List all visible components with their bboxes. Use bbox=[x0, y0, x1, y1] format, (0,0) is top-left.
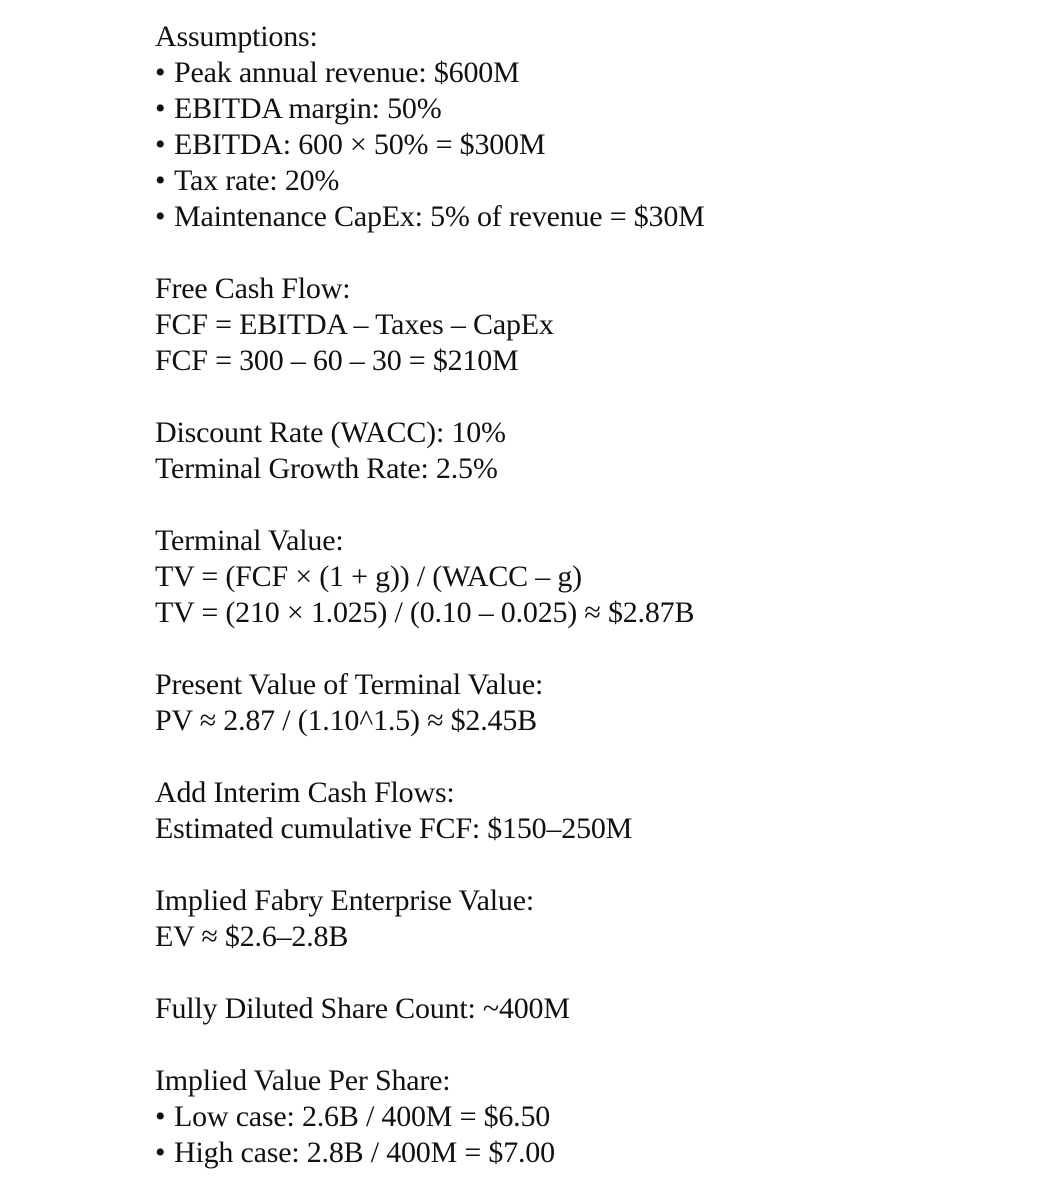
present-value-heading: Present Value of Terminal Value: bbox=[155, 668, 544, 701]
enterprise-value-heading: Implied Fabry Enterprise Value: bbox=[155, 884, 534, 917]
section-gap bbox=[155, 235, 1035, 271]
bullet-icon: • bbox=[155, 128, 166, 161]
assumption-item bbox=[155, 127, 1035, 163]
bullet-icon: • bbox=[155, 1136, 166, 1169]
assumption-text: Maintenance CapEx: 5% of revenue = $30M bbox=[174, 200, 705, 233]
bullet-icon: • bbox=[155, 92, 166, 125]
section-gap bbox=[155, 739, 1035, 775]
share-count-text: Fully Diluted Share Count: ~400M bbox=[155, 992, 570, 1025]
assumption-text: EBITDA: 600 × 50% = $300M bbox=[174, 128, 546, 161]
value-per-share-text: Low case: 2.6B / 400M = $6.50 bbox=[174, 1100, 551, 1133]
bullet-icon: • bbox=[155, 164, 166, 197]
fcf-calculation: FCF = 300 – 60 – 30 = $210M bbox=[155, 344, 519, 377]
section-gap bbox=[155, 631, 1035, 667]
section-gap bbox=[155, 487, 1035, 523]
value-per-share-heading: Implied Value Per Share: bbox=[155, 1064, 451, 1097]
bullet-icon: • bbox=[155, 200, 166, 233]
bullet-icon: • bbox=[155, 1100, 166, 1133]
present-value-calculation: PV ≈ 2.87 / (1.10^1.5) ≈ $2.45B bbox=[155, 704, 537, 737]
section-gap bbox=[155, 379, 1035, 415]
value-per-share-text: High case: 2.8B / 400M = $7.00 bbox=[174, 1136, 555, 1169]
terminal-value-formula: TV = (FCF × (1 + g)) / (WACC – g) bbox=[155, 560, 582, 593]
section-gap bbox=[155, 847, 1035, 883]
assumption-item bbox=[155, 55, 1035, 91]
section-gap bbox=[155, 1027, 1035, 1063]
terminal-value-calculation: TV = (210 × 1.025) / (0.10 – 0.025) ≈ $2.87B bbox=[155, 596, 695, 629]
value-per-share-item bbox=[155, 1099, 1035, 1135]
assumption-text: Tax rate: 20% bbox=[174, 164, 340, 197]
value-per-share-item bbox=[155, 1135, 1035, 1171]
assumption-text: Peak annual revenue: $600M bbox=[174, 56, 520, 89]
assumption-text: EBITDA margin: 50% bbox=[174, 92, 442, 125]
terminal-growth-text: Terminal Growth Rate: 2.5% bbox=[155, 452, 498, 485]
bullet-icon: • bbox=[155, 56, 166, 89]
assumption-item bbox=[155, 91, 1035, 127]
fcf-heading: Free Cash Flow: bbox=[155, 272, 351, 305]
assumption-item bbox=[155, 163, 1035, 199]
fcf-formula: FCF = EBITDA – Taxes – CapEx bbox=[155, 308, 554, 341]
enterprise-value-text: EV ≈ $2.6–2.8B bbox=[155, 920, 349, 953]
dcf-valuation-document bbox=[155, 19, 1035, 1171]
section-gap bbox=[155, 955, 1035, 991]
interim-cash-flows-heading: Add Interim Cash Flows: bbox=[155, 776, 455, 809]
discount-rate-text: Discount Rate (WACC): 10% bbox=[155, 416, 506, 449]
assumption-item bbox=[155, 199, 1035, 235]
assumptions-heading: Assumptions: bbox=[155, 20, 318, 53]
terminal-value-heading: Terminal Value: bbox=[155, 524, 344, 557]
interim-cash-flows-estimate: Estimated cumulative FCF: $150–250M bbox=[155, 812, 633, 845]
